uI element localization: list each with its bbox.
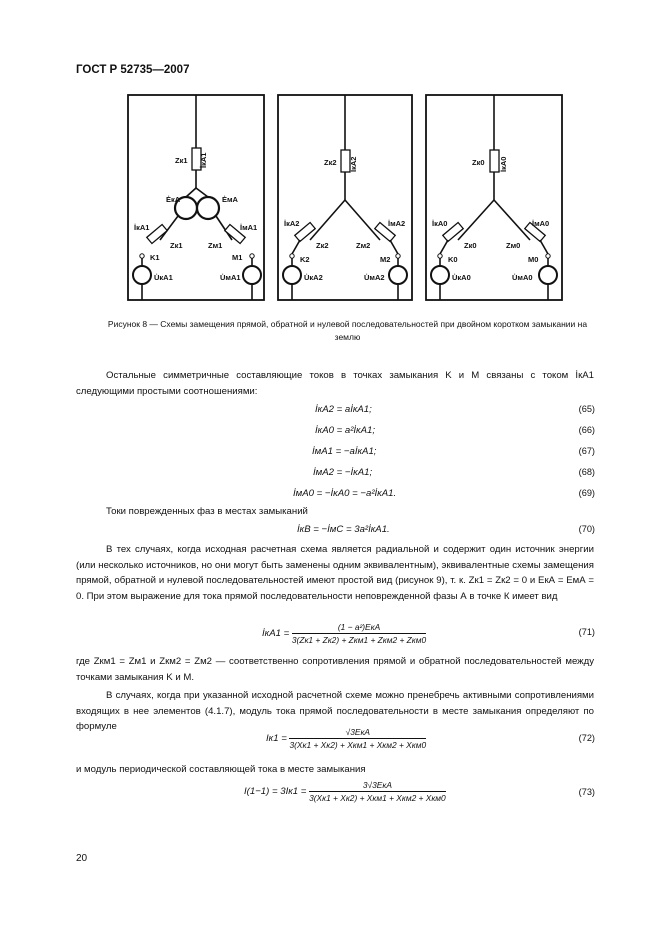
d3-uma: U̇мА0 bbox=[512, 273, 533, 282]
paragraph-1: Остальные симметричные составляющие токов в точках замыкания K и M связаны с током İкА1 следующими простыми соотношениями: bbox=[76, 370, 594, 397]
equation-70-number: (70) bbox=[578, 524, 595, 534]
equation-71-number: (71) bbox=[578, 627, 595, 637]
d3-ika-left: İкА0 bbox=[432, 219, 448, 228]
d3-ima-right: İмА0 bbox=[532, 219, 550, 228]
d2-k: K2 bbox=[300, 255, 310, 264]
paragraph-4: где Zкм1 = Zм1 и Zкм2 = Zм2 — соответственно сопротивления прямой и обратной последовательностей между точками замыкания K и M. bbox=[76, 656, 594, 683]
d3-zright: Zм0 bbox=[506, 241, 521, 250]
paragraph-5: В случаях, когда при указанной исходной расчетной схеме можно пренебречь активными сопротивлениями входящих в нее элементов (4.1.7), модуль тока прямой последовательности в месте замыкания определяют по формуле bbox=[76, 690, 594, 733]
d1-k: K1 bbox=[150, 253, 160, 262]
equation-72 bbox=[266, 727, 426, 750]
d2-ika-label: İкА2 bbox=[349, 156, 358, 172]
equation-73-lhs: I(1−1) = 3Iк1 = bbox=[244, 786, 307, 798]
d2-ima-right: İмА2 bbox=[388, 219, 406, 228]
d1-zk-label: Zк1 bbox=[175, 156, 188, 165]
d2-uma: U̇мА2 bbox=[364, 273, 385, 282]
equation-71-denominator: 3(Zк1 + Zк2) + Zкм1 + Zкм2 + Zкм0 bbox=[291, 635, 427, 645]
d1-ima-right: İмА1 bbox=[240, 223, 258, 232]
d1-uka: U̇кА1 bbox=[154, 273, 173, 282]
d3-zleft: Zк0 bbox=[464, 241, 477, 250]
d3-uka: U̇кА0 bbox=[452, 273, 471, 282]
equation-72-fraction bbox=[289, 727, 426, 750]
equation-71-lhs: İкА1 = bbox=[262, 628, 290, 640]
equation-73-fraction bbox=[309, 780, 446, 803]
equation-72-number: (72) bbox=[578, 733, 595, 743]
d2-zright: Zм2 bbox=[356, 241, 371, 250]
page-number: 20 bbox=[76, 853, 88, 864]
equation-67: İмА1 = −aİкА1; bbox=[312, 446, 377, 457]
d2-uka: U̇кА2 bbox=[304, 273, 323, 282]
d1-zright: Zм1 bbox=[208, 241, 223, 250]
document-header: ГОСТ Р 52735—2007 bbox=[76, 64, 190, 76]
paragraph-3: В тех случаях, когда исходная расчетная схема является радиальной и содержит один источник энергии (или несколько источников, но они могут быть заменены одним эквивалентным), эквивалентные схемы замещения прямой, обратной и нулевой последовательностей имеют простой вид (рисунок 9), т. к. Zк1 = Zк2 = 0 и EкА = EмА = 0. При этом выражение для тока прямой последовательности неповрежденной фазы А в точке К имеет вид bbox=[76, 544, 594, 602]
equation-67-number: (67) bbox=[578, 446, 595, 456]
d1-ika-label: İкА1 bbox=[199, 152, 208, 168]
equation-70: İкВ = −İмС = 3a²İкА1. bbox=[297, 524, 390, 535]
equation-71-numerator: (1 − a²)EкА bbox=[292, 622, 426, 634]
d2-zk-label: Zк2 bbox=[324, 158, 337, 167]
equation-66-number: (66) bbox=[578, 425, 595, 435]
equation-73-denominator: 3(Xк1 + Xк2) + Xкм1 + Xкм2 + Xкм0 bbox=[309, 793, 446, 803]
d1-ika-left: İкА1 bbox=[134, 223, 150, 232]
equation-65: İкА2 = aİкА1; bbox=[315, 404, 372, 415]
d1-uma: U̇мА1 bbox=[220, 273, 241, 282]
d1-eka-label: ĖкА bbox=[166, 195, 181, 204]
diagram-zero-sequence bbox=[426, 95, 562, 300]
equation-65-number: (65) bbox=[578, 404, 595, 414]
d2-m: M2 bbox=[380, 255, 391, 264]
equation-72-numerator: √3EкА bbox=[289, 727, 426, 739]
diagram-positive-sequence bbox=[128, 95, 264, 300]
figure-caption: Рисунок 8 — Схемы замещения прямой, обратной и нулевой последовательностей при двойном коротком замыкании на землю bbox=[107, 319, 588, 342]
d1-ema-label: ĖмА bbox=[222, 195, 238, 204]
d3-ika-label: İкА0 bbox=[499, 156, 508, 172]
d1-m: M1 bbox=[232, 253, 243, 262]
equation-68-number: (68) bbox=[578, 467, 595, 477]
paragraph-2: Токи поврежденных фаз в местах замыканий bbox=[106, 506, 308, 517]
equation-71-fraction bbox=[292, 622, 426, 645]
d3-k: K0 bbox=[448, 255, 458, 264]
d2-zleft: Zк2 bbox=[316, 241, 329, 250]
equation-69-number: (69) bbox=[578, 488, 595, 498]
paragraph-6: и модуль периодической составляющей тока в месте замыкания bbox=[76, 764, 366, 775]
d3-zk-label: Zк0 bbox=[472, 158, 485, 167]
equation-73-numerator: 3√3EкА bbox=[309, 780, 446, 792]
equation-73 bbox=[244, 780, 446, 803]
d3-m: M0 bbox=[528, 255, 539, 264]
equation-72-denominator: 3(Xк1 + Xк2) + Xкм1 + Xкм2 + Xкм0 bbox=[289, 740, 427, 750]
equation-69: İмА0 = −İкА0 = −a²İкА1. bbox=[293, 488, 397, 499]
equation-68: İмА2 = −İкА1; bbox=[313, 467, 373, 478]
equation-72-lhs: Iк1 = bbox=[266, 733, 287, 745]
equation-71 bbox=[262, 622, 426, 645]
circuit-figure bbox=[120, 90, 580, 305]
equation-66: İкА0 = a²İкА1; bbox=[315, 425, 375, 436]
d1-zleft: Zк1 bbox=[170, 241, 183, 250]
equation-73-number: (73) bbox=[578, 787, 595, 797]
d2-ika-left: İкА2 bbox=[284, 219, 300, 228]
diagram-negative-sequence bbox=[278, 95, 412, 300]
